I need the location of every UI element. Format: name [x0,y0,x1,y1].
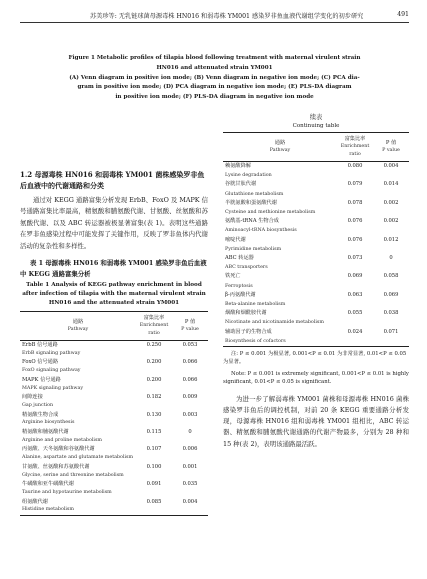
header-p-cn: P 值 [184,319,196,326]
pathway-cell [20,376,136,393]
enrichment-ratio-cell: 0.078 [347,199,363,206]
pathway-cell [20,428,136,445]
p-value-cell: 0.004 [172,498,208,516]
table-caption-en-line: after infection of tilapia with the maternal virulent strain [22,291,206,298]
table-row [223,180,409,198]
pathway-cell [20,411,136,428]
body-paragraph: 通过对 KEGG 通路富集分析发现 ErbB、FoxO 及 MAPK 信号通路富集比率最高，精氨酸和脯氨酸代谢、甘氨酸、丝氨酸和苏氨酸代谢、以及 ABC 转运器被极显著富集(表 1)。表明这些通路在罗非鱼感染过程中可能发挥了关键作用，反映了罗非鱼体内代谢活动的复杂性和多样性。 [20,196,208,250]
pathway-cell [223,254,337,272]
pathway-name-cn: 谷胱甘肽代谢 [225,181,257,188]
pathway-name-cn: 赖氨酸降解 [225,163,251,169]
table-row [223,162,409,181]
table-row [223,217,409,235]
pathway-name-cn: 甘氨酸、丝氨酸和苏氨酸代谢 [22,463,90,470]
pathway-name-en: Ferroptosis [225,283,253,289]
pathway-name-en: Pyrimidine metabolism [225,246,282,252]
pathway-cell [20,445,136,462]
pathway-cell [20,480,136,497]
section-heading: 1.2 母源毒株 HN016 和弱毒株 YM001 菌株感染罗非鱼后血液中的代谢通路和分类 [20,170,205,190]
p-value-cell: 0 [389,255,393,262]
p-value-cell: 0 [188,429,192,436]
table-row [20,445,208,462]
header-p-en: P value [382,148,400,153]
pathway-cell [20,341,136,359]
enrichment-ratio-cell: 0.200 [146,376,162,383]
table-caption-cn: 表 1 母源毒株 HN016 和弱毒株 YM001 感染罗非鱼后血液中 KEGG 通路富集分析 [20,259,207,278]
header-ratio-cn: 富集比率 [344,136,366,142]
table-row [20,411,208,428]
pathway-name-en: Aminoacyl-tRNA biosynthesis [225,228,297,234]
header-pathway [20,312,136,341]
header-pathway-en: Pathway [269,148,291,153]
figure-caption-line: (A) Venn diagram in positive ion mode; (B) Venn diagram in negative ion mode; (C) PCA dia- [69,74,360,81]
table-row [20,480,208,497]
body-paragraph-2: 为进一步了解弱毒株 YM001 菌株和母源毒株 HN016 菌株感染罗非鱼后的调控机制，对前 20 条 KEGG 重要通路分析发现，母源毒株 HN016 组和弱毒株 YM001 组相比，ABC 转运器、精氨酸和脯氨酸代谢通路的代谢产物最多，分别为 28 种和 15 种(表 2)，表明该通路最活跃。 [223,394,409,448]
pathway-name-cn: ErbB 信号通路 [22,342,58,349]
pathway-name-en: Lysine degradation [225,173,272,179]
table-row [223,272,409,290]
header-pathway [223,133,337,162]
pathway-name-en: Beta-alanine metabolism [225,302,286,308]
pathway-name-en: FoxO signaling pathway [22,368,81,374]
header-ratio-en: Enrichment [139,323,169,329]
enrichment-ratio-cell: 0.250 [146,342,162,349]
header-pathway-en: Pathway [67,327,89,333]
pathway-name-cn: 烟酸和烟酰胺代谢 [225,310,267,317]
pathway-name-en: Arginine biosynthesis [22,420,75,426]
pathway-name-cn: 半胱氨酸和蛋氨酸代谢 [225,199,277,206]
table-header-row [223,133,409,162]
enrichment-ratio-cell: 0.115 [146,429,162,436]
pathway-name-en: ErbB signaling pathway [22,350,81,356]
enrichment-ratio-cell: 0.200 [146,359,162,366]
header-ratio-en2: ratio [349,152,361,157]
pathway-name-cn: 铁死亡 [225,273,241,280]
figure-caption-line: Figure 1 Metabolic profiles of tilapia blood following treatment with maternal virulent strain [68,55,361,61]
p-value-cell: 0.053 [182,342,198,349]
p-value-cell: 0.012 [383,236,399,243]
pathway-name-en: Alanine, aspartate and glutamate metabolism [22,455,134,461]
pathway-name-en: Taurine and hypotaurine metabolism [22,489,112,495]
pathway-name-cn: 嘧啶代谢 [225,236,246,243]
pathway-name-cn: FoxO 信号通路 [22,359,59,366]
header-p [373,133,409,162]
p-value-cell: 0.002 [383,199,399,206]
p-value-cell: 0.069 [383,291,399,298]
table-row [20,463,208,480]
enrichment-ratio-cell: 0.076 [347,236,363,243]
p-value-cell: 0.003 [182,411,198,418]
page-number: 491 [397,11,409,18]
enrichment-ratio-cell: 0.076 [347,218,363,225]
header-ratio [136,312,172,341]
header-ratio-cn: 富集比率 [143,315,165,322]
header-p-cn: P 值 [385,140,397,146]
p-value-cell: 0.071 [373,328,409,347]
p-value-cell: 0.014 [383,181,399,188]
pathway-name-cn: 辅助因子的生物合成 [225,328,272,335]
pathway-cell [20,393,136,410]
header-ratio [337,133,373,162]
pathway-name-en: Nicotinate and nicotinamide metabolism [225,320,324,326]
kegg-table [20,311,208,516]
left-column [20,166,208,516]
enrichment-ratio-cell: 0.130 [146,411,162,418]
pathway-cell [223,217,337,235]
table-caption-en [20,281,208,308]
table-note-cn: 注: P ≤ 0.001 为极显著, 0.001<P ≤ 0.01 为非常显著, 0.01<P ≤ 0.05 为显著。 [223,351,407,366]
header-pathway-cn: 通路 [72,319,84,326]
p-value-cell: 0.002 [383,218,399,225]
continuing-table-title-cn: 续表 [309,114,323,121]
table-row [223,328,409,347]
enrichment-ratio-cell: 0.073 [347,255,363,262]
pathway-name-en: Gap junction [22,402,54,408]
p-value-cell: 0.066 [182,359,198,366]
pathway-cell [223,236,337,254]
table-row [20,376,208,393]
enrichment-ratio-cell: 0.069 [347,273,363,280]
table-row [223,291,409,309]
enrichment-ratio-cell: 0.091 [146,481,162,488]
pathway-name-en: Biosynthesis of cofactors [225,338,286,344]
table-row [223,236,409,254]
running-title: 苏美珍等: 无乳链球菌母源毒株 HN016 和弱毒株 YM001 感染罗非鱼血液代谢组学变化的初步研究 [90,13,364,20]
figure-caption [60,54,369,103]
table-row [20,358,208,375]
table-row [223,309,409,327]
pathway-name-en: Glycine, serine and threonine metabolism [22,472,124,478]
pathway-cell [20,498,136,516]
pathway-name-cn: MAPK 信号通路 [22,376,61,383]
pathway-cell [223,309,337,327]
figure-caption-line: gram in positive ion mode; (D) PCA diagram in negative ion mode; (E) PLS-DA diagram [77,84,352,91]
table-row [20,341,208,359]
table-row [223,254,409,272]
pathway-name-cn: β-丙氨酸代谢 [225,291,256,298]
pathway-name-en: MAPK signaling pathway [22,385,84,391]
pathway-name-en: Cysteine and methionine metabolism [225,210,316,216]
header-ratio-en: Enrichment [340,144,370,149]
table-row [20,393,208,410]
pathway-cell [223,199,337,217]
pathway-name-cn: 组氨酸代谢 [22,498,48,505]
p-value-cell: 0.035 [182,481,198,488]
enrichment-ratio-cell: 0.107 [146,446,162,453]
pathway-cell [20,463,136,480]
enrichment-ratio-cell: 0.063 [347,291,363,298]
p-value-cell: 0.009 [182,394,198,401]
table-caption-en-line: Table 1 Analysis of KEGG pathway enrichment in blood [26,282,202,289]
p-value-cell: 0.006 [182,446,198,453]
continuing-table-title-en: Continuing table [292,123,340,129]
pathway-name-en: Histidine metabolism [22,507,74,513]
table-row [20,498,208,516]
pathway-cell [223,180,337,198]
p-value-cell: 0.066 [182,376,198,383]
table-row [223,199,409,217]
pathway-name-cn: 丙氨酸、天冬氨酸和谷氨酸代谢 [22,446,95,453]
pathway-name-en: Arginine and proline metabolism [22,437,102,443]
pathway-name-cn: 精氨酸生物合成 [22,411,59,418]
header-ratio-en2: ratio [148,331,160,337]
figure-caption-line: in positive ion mode; (F) PLS-DA diagram in negative ion mode [115,94,314,101]
p-value-cell: 0.058 [383,273,399,280]
pathway-name-en: Glutathione metabolism [225,191,284,197]
pathway-name-cn: 间隙连接 [22,394,43,401]
pathway-name-cn: 牛磺酸和亚牛磺酸代谢 [22,481,74,488]
pathway-cell [223,291,337,309]
running-header [20,10,409,23]
kegg-table-continued [223,132,409,347]
pathway-cell [20,358,136,375]
enrichment-ratio-cell: 0.100 [146,463,162,470]
pathway-name-en: ABC transporters [225,265,268,271]
pathway-name-cn: 精氨酸和脯氨酸代谢 [22,429,69,436]
header-p [172,312,208,341]
enrichment-ratio-cell: 0.085 [136,498,172,516]
enrichment-ratio-cell: 0.079 [347,181,363,188]
pathway-cell [223,162,337,181]
header-p-en: P value [181,327,199,333]
p-value-cell: 0.001 [182,463,198,470]
enrichment-ratio-cell: 0.182 [146,394,162,401]
table-caption-en-line: HN016 and the attenuated strain YM001 [48,300,180,307]
p-value-cell: 0.038 [383,310,399,317]
header-pathway-cn: 通路 [274,140,286,146]
table-header-row [20,312,208,341]
pathway-name-cn: 氨酰基-tRNA 生物合成 [225,218,279,225]
enrichment-ratio-cell: 0.024 [337,328,373,347]
enrichment-ratio-cell: 0.055 [347,310,363,317]
table-note-en: Note: P ≤ 0.001 is extremely significant, 0.001<P ≤ 0.01 is highly significant, 0.01<P ≤ 0.05 is significant. [223,370,409,386]
table-row [20,428,208,445]
p-value-cell: 0.004 [383,163,399,169]
pathway-cell [223,272,337,290]
figure-caption-line: HN016 and attenuated strain YM001 [156,64,273,71]
pathway-cell [223,328,337,347]
right-column [223,113,409,450]
pathway-name-cn: ABC 转运器 [225,255,254,262]
enrichment-ratio-cell: 0.080 [347,163,363,169]
